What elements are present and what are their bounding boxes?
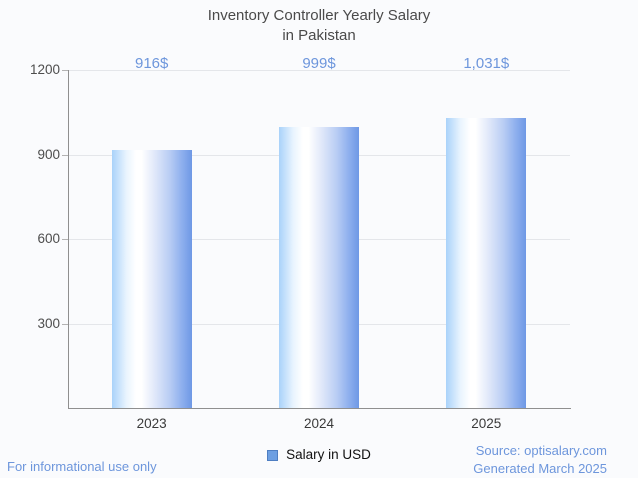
source-link[interactable]: Source: optisalary.com	[475, 443, 607, 458]
y-axis-line	[68, 70, 69, 408]
bar-2023[interactable]	[112, 150, 192, 408]
y-axis-label-900: 900	[37, 146, 60, 162]
bar-2024[interactable]	[279, 127, 359, 408]
chart-title-line2: in Pakistan	[282, 27, 356, 44]
generated-date: Generated March 2025	[473, 461, 607, 476]
legend-label: Salary in USD	[286, 447, 371, 462]
bar-value-label-2025: 1,031$	[463, 55, 510, 72]
y-axis-label-300: 300	[37, 315, 60, 331]
bar-2025[interactable]	[446, 118, 526, 408]
y-axis-label-1200: 1200	[29, 62, 60, 77]
y-axis-label-600: 600	[37, 231, 60, 246]
legend-swatch-icon	[267, 450, 278, 461]
source-block	[473, 442, 607, 478]
x-axis-label-2024: 2024	[303, 416, 335, 431]
x-axis-label-2023: 2023	[136, 416, 167, 431]
disclaimer-text: For informational use only	[7, 459, 157, 474]
chart-title-line1: Inventory Controller Yearly Salary	[207, 7, 431, 24]
bar-value-label-2024: 999$	[302, 55, 336, 72]
bar-value-label-2023: 916$	[135, 55, 169, 72]
x-axis-line	[68, 408, 571, 409]
x-axis-label-2025: 2025	[471, 416, 502, 431]
